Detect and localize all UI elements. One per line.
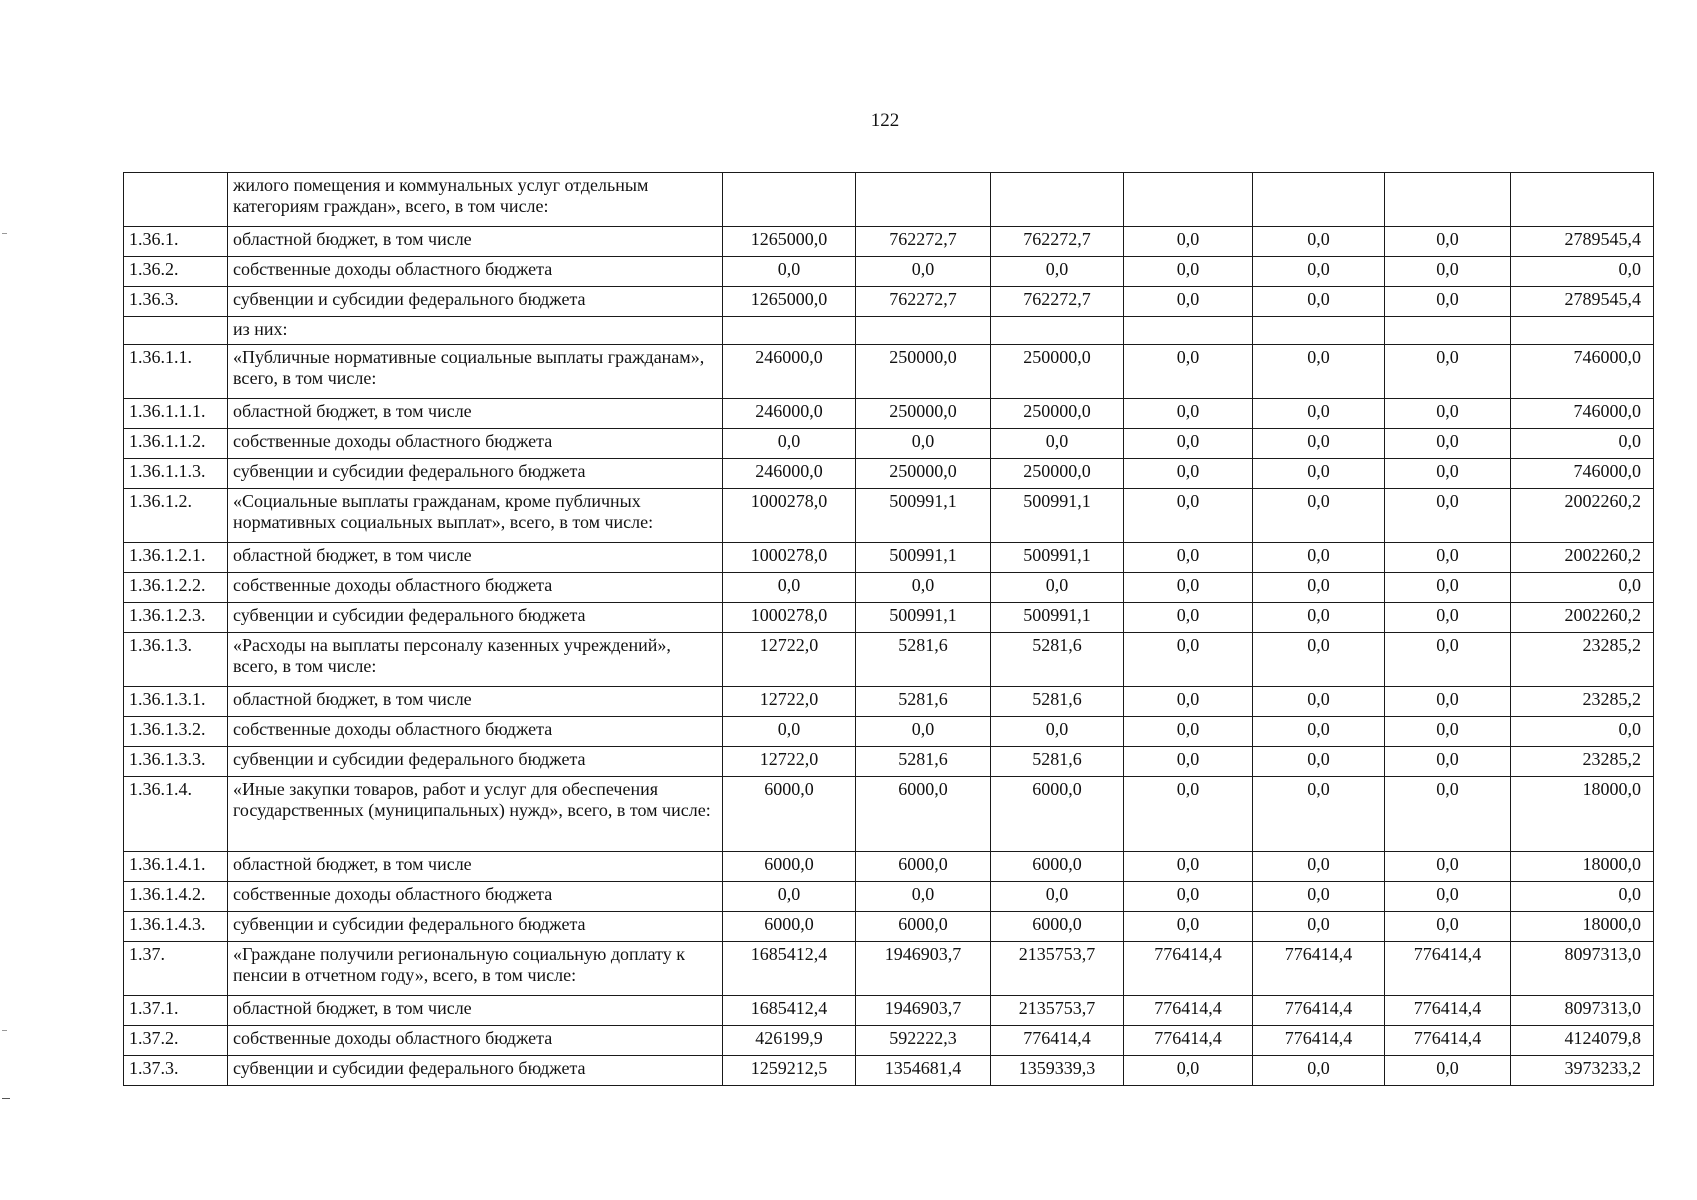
value-cell: 0,0 bbox=[1124, 882, 1253, 912]
row-code-cell: 1.36.1.4.1. bbox=[124, 852, 228, 882]
value-cell: 0,0 bbox=[1385, 747, 1511, 777]
budget-table bbox=[123, 172, 1654, 1086]
value-cell: 0,0 bbox=[1253, 777, 1385, 852]
value-cell: 1000278,0 bbox=[723, 489, 856, 543]
table-body bbox=[124, 173, 1654, 1086]
value-cell: 0,0 bbox=[1253, 852, 1385, 882]
value-cell: 762272,7 bbox=[856, 227, 991, 257]
row-code-cell: 1.36.1.2.1. bbox=[124, 543, 228, 573]
table-row bbox=[124, 687, 1654, 717]
value-cell: 0,0 bbox=[1124, 633, 1253, 687]
row-name-cell: из них: bbox=[228, 317, 723, 345]
value-cell: 6000,0 bbox=[723, 912, 856, 942]
row-name-cell: областной бюджет, в том числе bbox=[228, 852, 723, 882]
value-cell: 5281,6 bbox=[991, 687, 1124, 717]
row-code-cell: 1.36.1.3. bbox=[124, 633, 228, 687]
scan-margin-mark bbox=[2, 233, 7, 234]
value-cell: 776414,4 bbox=[1385, 942, 1511, 996]
value-cell: 592222,3 bbox=[856, 1026, 991, 1056]
value-cell: 6000,0 bbox=[723, 777, 856, 852]
value-cell: 250000,0 bbox=[856, 399, 991, 429]
value-cell: 18000,0 bbox=[1511, 912, 1654, 942]
row-name-cell: жилого помещения и коммунальных услуг отдельным категориям граждан», всего, в том числе: bbox=[228, 173, 723, 227]
value-cell: 23285,2 bbox=[1511, 633, 1654, 687]
value-cell: 23285,2 bbox=[1511, 747, 1654, 777]
value-cell: 0,0 bbox=[723, 257, 856, 287]
value-cell: 0,0 bbox=[1124, 287, 1253, 317]
value-cell: 5281,6 bbox=[991, 747, 1124, 777]
row-name-cell: собственные доходы областного бюджета bbox=[228, 882, 723, 912]
value-cell: 8097313,0 bbox=[1511, 942, 1654, 996]
value-cell bbox=[856, 173, 991, 227]
value-cell: 0,0 bbox=[856, 573, 991, 603]
value-cell: 246000,0 bbox=[723, 459, 856, 489]
value-cell: 1265000,0 bbox=[723, 227, 856, 257]
row-code-cell: 1.36.3. bbox=[124, 287, 228, 317]
value-cell: 0,0 bbox=[1124, 399, 1253, 429]
value-cell: 8097313,0 bbox=[1511, 996, 1654, 1026]
row-name-cell: собственные доходы областного бюджета bbox=[228, 573, 723, 603]
value-cell: 4124079,8 bbox=[1511, 1026, 1654, 1056]
value-cell bbox=[1253, 317, 1385, 345]
table-row bbox=[124, 399, 1654, 429]
value-cell: 0,0 bbox=[1253, 912, 1385, 942]
row-code-cell: 1.36.1.4.2. bbox=[124, 882, 228, 912]
table-row bbox=[124, 573, 1654, 603]
value-cell: 0,0 bbox=[1253, 633, 1385, 687]
row-name-cell: субвенции и субсидии федерального бюджета bbox=[228, 603, 723, 633]
row-code-cell: 1.36.1.2.3. bbox=[124, 603, 228, 633]
value-cell: 0,0 bbox=[991, 573, 1124, 603]
row-name-cell: субвенции и субсидии федерального бюджета bbox=[228, 459, 723, 489]
value-cell: 0,0 bbox=[723, 429, 856, 459]
value-cell bbox=[991, 317, 1124, 345]
row-name-cell: «Публичные нормативные социальные выплаты гражданам», всего, в том числе: bbox=[228, 345, 723, 399]
table-row bbox=[124, 429, 1654, 459]
table-row bbox=[124, 717, 1654, 747]
value-cell: 776414,4 bbox=[1385, 1026, 1511, 1056]
row-name-cell: «Социальные выплаты гражданам, кроме публичных нормативных социальных выплат», всего, в том числе: bbox=[228, 489, 723, 543]
value-cell: 0,0 bbox=[1253, 882, 1385, 912]
table-row bbox=[124, 747, 1654, 777]
value-cell: 0,0 bbox=[1253, 489, 1385, 543]
value-cell: 0,0 bbox=[1385, 459, 1511, 489]
value-cell: 762272,7 bbox=[991, 287, 1124, 317]
table-row bbox=[124, 489, 1654, 543]
value-cell: 776414,4 bbox=[1124, 996, 1253, 1026]
value-cell: 0,0 bbox=[991, 882, 1124, 912]
value-cell: 2135753,7 bbox=[991, 996, 1124, 1026]
value-cell: 0,0 bbox=[1511, 429, 1654, 459]
value-cell: 0,0 bbox=[1253, 573, 1385, 603]
value-cell: 2789545,4 bbox=[1511, 227, 1654, 257]
value-cell: 2002260,2 bbox=[1511, 543, 1654, 573]
value-cell bbox=[1385, 317, 1511, 345]
value-cell bbox=[856, 317, 991, 345]
value-cell: 0,0 bbox=[1385, 287, 1511, 317]
row-name-cell: собственные доходы областного бюджета bbox=[228, 1026, 723, 1056]
value-cell: 0,0 bbox=[1253, 257, 1385, 287]
row-code-cell: 1.36.1.1.2. bbox=[124, 429, 228, 459]
value-cell: 0,0 bbox=[1511, 717, 1654, 747]
value-cell: 500991,1 bbox=[991, 543, 1124, 573]
row-name-cell: «Расходы на выплаты персоналу казенных учреждений», всего, в том числе: bbox=[228, 633, 723, 687]
value-cell: 0,0 bbox=[1511, 573, 1654, 603]
table-row bbox=[124, 227, 1654, 257]
value-cell: 0,0 bbox=[1511, 882, 1654, 912]
row-code-cell: 1.36.1.2.2. bbox=[124, 573, 228, 603]
value-cell: 0,0 bbox=[1124, 852, 1253, 882]
row-name-cell: субвенции и субсидии федерального бюджета bbox=[228, 1056, 723, 1086]
value-cell: 746000,0 bbox=[1511, 459, 1654, 489]
row-name-cell: «Граждане получили региональную социальную доплату к пенсии в отчетном году», всего, в том числе: bbox=[228, 942, 723, 996]
value-cell: 0,0 bbox=[1385, 399, 1511, 429]
row-name-cell: областной бюджет, в том числе bbox=[228, 996, 723, 1026]
value-cell: 18000,0 bbox=[1511, 777, 1654, 852]
value-cell: 2002260,2 bbox=[1511, 489, 1654, 543]
value-cell: 776414,4 bbox=[1253, 1026, 1385, 1056]
row-name-cell: собственные доходы областного бюджета bbox=[228, 717, 723, 747]
table-row bbox=[124, 257, 1654, 287]
value-cell: 250000,0 bbox=[991, 345, 1124, 399]
value-cell: 1946903,7 bbox=[856, 996, 991, 1026]
table-row bbox=[124, 633, 1654, 687]
value-cell: 500991,1 bbox=[856, 489, 991, 543]
row-code-cell: 1.36.1.1.1. bbox=[124, 399, 228, 429]
value-cell: 0,0 bbox=[1124, 429, 1253, 459]
value-cell: 0,0 bbox=[1124, 687, 1253, 717]
value-cell bbox=[1511, 317, 1654, 345]
row-code-cell: 1.36.1.3.2. bbox=[124, 717, 228, 747]
value-cell: 0,0 bbox=[1385, 912, 1511, 942]
value-cell: 6000,0 bbox=[856, 912, 991, 942]
value-cell: 1259212,5 bbox=[723, 1056, 856, 1086]
value-cell: 6000,0 bbox=[856, 777, 991, 852]
value-cell: 6000,0 bbox=[856, 852, 991, 882]
value-cell: 0,0 bbox=[723, 717, 856, 747]
value-cell: 6000,0 bbox=[991, 777, 1124, 852]
value-cell bbox=[991, 173, 1124, 227]
value-cell: 1000278,0 bbox=[723, 543, 856, 573]
value-cell: 776414,4 bbox=[991, 1026, 1124, 1056]
value-cell: 246000,0 bbox=[723, 345, 856, 399]
value-cell: 762272,7 bbox=[856, 287, 991, 317]
value-cell: 0,0 bbox=[1253, 747, 1385, 777]
table-row bbox=[124, 287, 1654, 317]
row-code-cell bbox=[124, 317, 228, 345]
table-row bbox=[124, 345, 1654, 399]
page-number: 122 bbox=[870, 110, 900, 131]
value-cell: 0,0 bbox=[1385, 429, 1511, 459]
value-cell: 0,0 bbox=[1124, 489, 1253, 543]
value-cell: 0,0 bbox=[991, 257, 1124, 287]
value-cell: 746000,0 bbox=[1511, 399, 1654, 429]
row-code-cell: 1.36.1.1.3. bbox=[124, 459, 228, 489]
value-cell: 0,0 bbox=[1124, 573, 1253, 603]
value-cell: 0,0 bbox=[1124, 912, 1253, 942]
table-row bbox=[124, 317, 1654, 345]
value-cell: 0,0 bbox=[1385, 543, 1511, 573]
value-cell: 5281,6 bbox=[856, 633, 991, 687]
value-cell: 762272,7 bbox=[991, 227, 1124, 257]
value-cell: 776414,4 bbox=[1385, 996, 1511, 1026]
row-name-cell: субвенции и субсидии федерального бюджета bbox=[228, 747, 723, 777]
value-cell: 6000,0 bbox=[991, 912, 1124, 942]
value-cell bbox=[1124, 173, 1253, 227]
row-code-cell: 1.37. bbox=[124, 942, 228, 996]
row-name-cell: «Иные закупки товаров, работ и услуг для обеспечения государственных (муниципальных) нужд», всего, в том числе: bbox=[228, 777, 723, 852]
row-code-cell: 1.36.1.4.3. bbox=[124, 912, 228, 942]
value-cell: 0,0 bbox=[1385, 852, 1511, 882]
value-cell: 0,0 bbox=[723, 882, 856, 912]
value-cell: 0,0 bbox=[1124, 603, 1253, 633]
value-cell: 500991,1 bbox=[856, 543, 991, 573]
table-row bbox=[124, 912, 1654, 942]
value-cell: 0,0 bbox=[1385, 882, 1511, 912]
value-cell: 2789545,4 bbox=[1511, 287, 1654, 317]
row-name-cell: субвенции и субсидии федерального бюджета bbox=[228, 287, 723, 317]
table-row bbox=[124, 852, 1654, 882]
value-cell: 0,0 bbox=[1124, 1056, 1253, 1086]
value-cell: 0,0 bbox=[1385, 257, 1511, 287]
row-code-cell: 1.36.2. bbox=[124, 257, 228, 287]
value-cell: 1359339,3 bbox=[991, 1056, 1124, 1086]
value-cell: 0,0 bbox=[1253, 543, 1385, 573]
value-cell: 0,0 bbox=[1124, 257, 1253, 287]
value-cell: 0,0 bbox=[1124, 543, 1253, 573]
row-name-cell: областной бюджет, в том числе bbox=[228, 687, 723, 717]
value-cell: 0,0 bbox=[1253, 1056, 1385, 1086]
value-cell: 0,0 bbox=[1385, 1056, 1511, 1086]
value-cell: 1685412,4 bbox=[723, 942, 856, 996]
value-cell: 1685412,4 bbox=[723, 996, 856, 1026]
value-cell: 0,0 bbox=[1253, 399, 1385, 429]
scan-margin-mark bbox=[2, 1030, 7, 1031]
value-cell: 0,0 bbox=[723, 573, 856, 603]
value-cell: 500991,1 bbox=[991, 603, 1124, 633]
value-cell: 0,0 bbox=[1253, 287, 1385, 317]
row-code-cell: 1.36.1. bbox=[124, 227, 228, 257]
value-cell bbox=[1124, 317, 1253, 345]
value-cell: 1946903,7 bbox=[856, 942, 991, 996]
row-code-cell bbox=[124, 173, 228, 227]
value-cell bbox=[1253, 173, 1385, 227]
value-cell: 250000,0 bbox=[856, 459, 991, 489]
value-cell: 250000,0 bbox=[991, 399, 1124, 429]
value-cell: 0,0 bbox=[1253, 345, 1385, 399]
row-code-cell: 1.37.3. bbox=[124, 1056, 228, 1086]
row-name-cell: собственные доходы областного бюджета bbox=[228, 429, 723, 459]
row-name-cell: областной бюджет, в том числе bbox=[228, 227, 723, 257]
value-cell: 3973233,2 bbox=[1511, 1056, 1654, 1086]
value-cell: 0,0 bbox=[1253, 603, 1385, 633]
value-cell: 1000278,0 bbox=[723, 603, 856, 633]
value-cell: 12722,0 bbox=[723, 687, 856, 717]
value-cell: 2002260,2 bbox=[1511, 603, 1654, 633]
value-cell: 1354681,4 bbox=[856, 1056, 991, 1086]
value-cell: 0,0 bbox=[1124, 227, 1253, 257]
value-cell: 776414,4 bbox=[1124, 1026, 1253, 1056]
value-cell: 12722,0 bbox=[723, 633, 856, 687]
value-cell: 1265000,0 bbox=[723, 287, 856, 317]
value-cell: 0,0 bbox=[1253, 429, 1385, 459]
value-cell bbox=[1511, 173, 1654, 227]
value-cell: 250000,0 bbox=[856, 345, 991, 399]
table-row bbox=[124, 777, 1654, 852]
value-cell: 0,0 bbox=[856, 257, 991, 287]
value-cell: 500991,1 bbox=[856, 603, 991, 633]
value-cell: 0,0 bbox=[1385, 573, 1511, 603]
value-cell: 0,0 bbox=[1124, 777, 1253, 852]
table-row bbox=[124, 543, 1654, 573]
value-cell: 776414,4 bbox=[1253, 996, 1385, 1026]
value-cell: 5281,6 bbox=[856, 747, 991, 777]
value-cell: 426199,9 bbox=[723, 1026, 856, 1056]
scan-margin-mark bbox=[2, 1098, 10, 1099]
value-cell: 0,0 bbox=[1124, 717, 1253, 747]
row-code-cell: 1.37.1. bbox=[124, 996, 228, 1026]
table-row bbox=[124, 996, 1654, 1026]
value-cell: 250000,0 bbox=[991, 459, 1124, 489]
row-name-cell: субвенции и субсидии федерального бюджета bbox=[228, 912, 723, 942]
value-cell: 0,0 bbox=[1124, 747, 1253, 777]
value-cell: 776414,4 bbox=[1253, 942, 1385, 996]
row-code-cell: 1.36.1.1. bbox=[124, 345, 228, 399]
value-cell: 0,0 bbox=[856, 882, 991, 912]
value-cell: 0,0 bbox=[1253, 459, 1385, 489]
value-cell: 0,0 bbox=[1124, 459, 1253, 489]
value-cell: 0,0 bbox=[1385, 777, 1511, 852]
value-cell: 0,0 bbox=[991, 429, 1124, 459]
value-cell: 0,0 bbox=[1385, 603, 1511, 633]
value-cell: 5281,6 bbox=[856, 687, 991, 717]
value-cell: 0,0 bbox=[856, 429, 991, 459]
value-cell bbox=[723, 173, 856, 227]
row-name-cell: собственные доходы областного бюджета bbox=[228, 257, 723, 287]
value-cell bbox=[723, 317, 856, 345]
value-cell: 0,0 bbox=[1385, 345, 1511, 399]
value-cell: 0,0 bbox=[1385, 717, 1511, 747]
table-row bbox=[124, 882, 1654, 912]
table-row bbox=[124, 1056, 1654, 1086]
row-code-cell: 1.36.1.3.3. bbox=[124, 747, 228, 777]
value-cell: 18000,0 bbox=[1511, 852, 1654, 882]
value-cell: 0,0 bbox=[1385, 633, 1511, 687]
value-cell: 2135753,7 bbox=[991, 942, 1124, 996]
table-row bbox=[124, 942, 1654, 996]
table-row bbox=[124, 603, 1654, 633]
value-cell: 0,0 bbox=[856, 717, 991, 747]
value-cell: 5281,6 bbox=[991, 633, 1124, 687]
value-cell: 0,0 bbox=[1253, 717, 1385, 747]
table-row bbox=[124, 459, 1654, 489]
value-cell: 12722,0 bbox=[723, 747, 856, 777]
row-name-cell: областной бюджет, в том числе bbox=[228, 399, 723, 429]
row-code-cell: 1.37.2. bbox=[124, 1026, 228, 1056]
value-cell: 0,0 bbox=[1124, 345, 1253, 399]
row-code-cell: 1.36.1.4. bbox=[124, 777, 228, 852]
value-cell: 776414,4 bbox=[1124, 942, 1253, 996]
value-cell: 23285,2 bbox=[1511, 687, 1654, 717]
value-cell: 0,0 bbox=[1385, 687, 1511, 717]
value-cell: 746000,0 bbox=[1511, 345, 1654, 399]
value-cell: 0,0 bbox=[1253, 227, 1385, 257]
value-cell: 0,0 bbox=[1385, 489, 1511, 543]
value-cell: 246000,0 bbox=[723, 399, 856, 429]
value-cell: 0,0 bbox=[1253, 687, 1385, 717]
value-cell: 0,0 bbox=[1511, 257, 1654, 287]
row-name-cell: областной бюджет, в том числе bbox=[228, 543, 723, 573]
value-cell: 6000,0 bbox=[991, 852, 1124, 882]
value-cell bbox=[1385, 173, 1511, 227]
table-row bbox=[124, 1026, 1654, 1056]
row-code-cell: 1.36.1.2. bbox=[124, 489, 228, 543]
value-cell: 500991,1 bbox=[991, 489, 1124, 543]
value-cell: 0,0 bbox=[991, 717, 1124, 747]
value-cell: 6000,0 bbox=[723, 852, 856, 882]
row-code-cell: 1.36.1.3.1. bbox=[124, 687, 228, 717]
value-cell: 0,0 bbox=[1385, 227, 1511, 257]
table-row bbox=[124, 173, 1654, 227]
